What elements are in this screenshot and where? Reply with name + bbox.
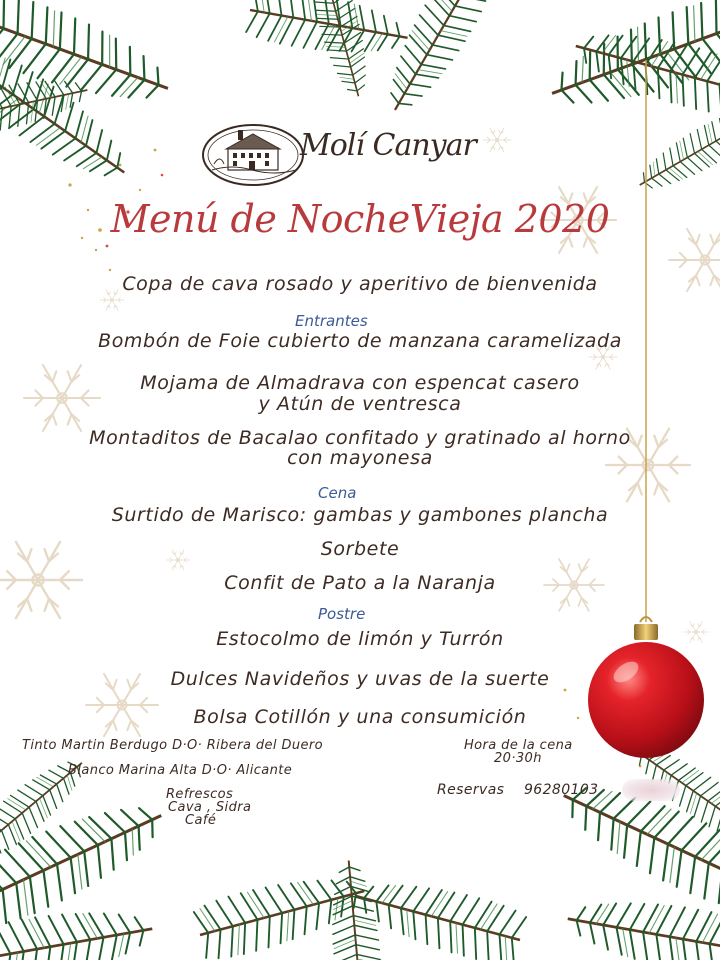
cena-item-3: Confit de Pato a la Naranja [224,572,496,594]
postre-item-3: Bolsa Cotillón y una consumición [193,706,527,728]
section-postre: Postre [318,605,366,623]
entrantes-item-3-line-2: con mayonesa [287,447,433,469]
entrantes-item-1: Bombón de Foie cubierto de manzana caramelizada [98,330,622,352]
drink-white-wine: Blanco Marina Alta D·O· Alicante [68,763,293,778]
drink-cafe: Café [185,813,217,828]
reservas-label: Reservas [437,782,505,798]
cena-item-2: Sorbete [320,538,400,560]
drink-refrescos: Refrescos [166,787,234,802]
phone-blur-redaction [622,779,680,801]
postre-item-2: Dulces Navideños y uvas de la suerte [170,668,550,690]
dinner-hour-label: Hora de la cena [464,738,573,753]
cena-item-1: Surtido de Marisco: gambas y gambones plancha [111,504,609,526]
entrantes-item-2-line-1: Mojama de Almadrava con espencat casero [140,372,580,394]
brand-name: Molí Canyar [300,128,476,163]
drink-cava-sidra: Cava , Sidra [168,800,252,815]
mill-building-logo-icon [203,125,303,185]
reservas-phone: 96280103 [524,782,599,798]
entrantes-item-3-line-1: Montaditos de Bacalao confitado y gratinado al horno [89,427,631,449]
entrantes-item-2-line-2: y Atún de ventresca [258,393,462,415]
menu-title: Menú de NocheVieja 2020 [110,197,610,241]
section-entrantes: Entrantes [295,312,368,330]
section-cena: Cena [318,484,357,502]
dinner-hour: 20·30h [494,751,542,766]
snowflake-icon [483,128,511,152]
postre-item-1: Estocolmo de limón y Turrón [216,628,504,650]
welcome-line: Copa de cava rosado y aperitivo de bienvenida [122,273,598,295]
drink-red-wine: Tinto Martin Berdugo D·O· Ribera del Duero [22,738,323,753]
